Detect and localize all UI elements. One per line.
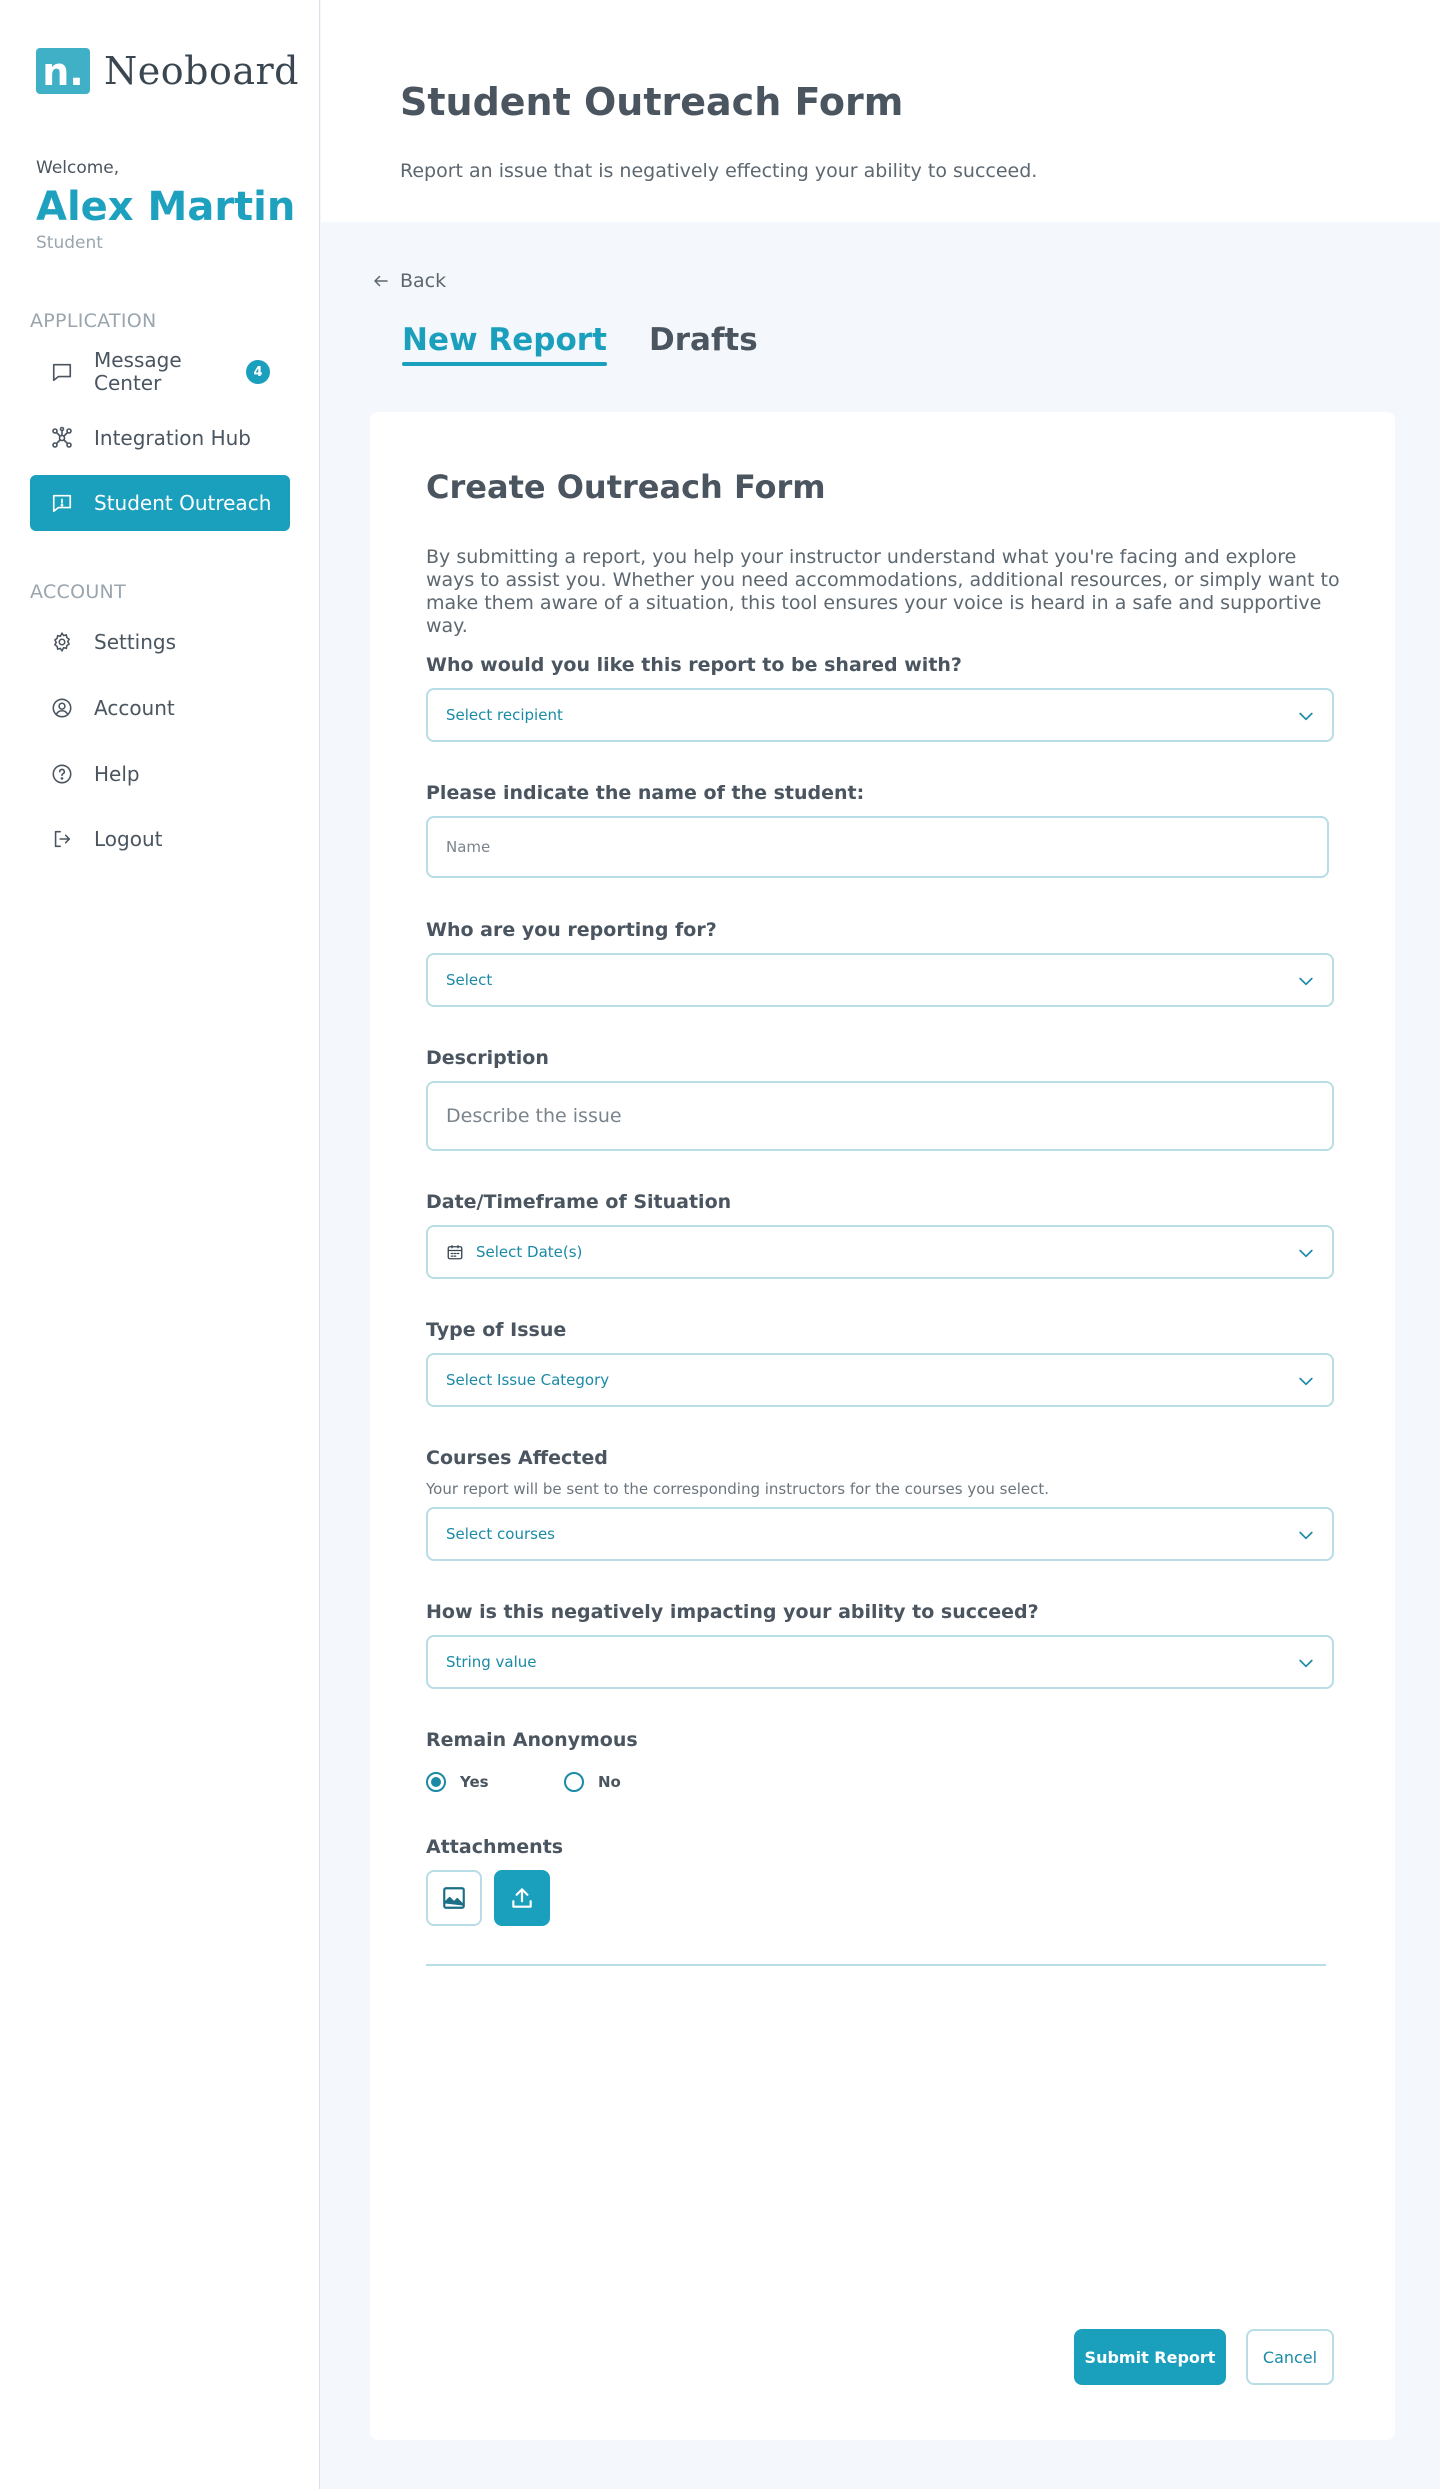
reporting-for-label: Who are you reporting for? bbox=[426, 919, 717, 941]
form-title: Create Outreach Form bbox=[426, 468, 826, 506]
recipient-select-value: Select recipient bbox=[446, 706, 563, 724]
student-name-input[interactable] bbox=[426, 816, 1329, 878]
sidebar-item-settings[interactable] bbox=[30, 614, 290, 670]
anonymous-yes-label: Yes bbox=[460, 1773, 489, 1791]
back-label: Back bbox=[400, 270, 447, 292]
page-title: Student Outreach Form bbox=[400, 80, 904, 124]
issue-type-select[interactable] bbox=[426, 1353, 1334, 1407]
hub-icon bbox=[50, 426, 74, 450]
anonymous-radio-group bbox=[426, 1772, 621, 1792]
description-placeholder: Describe the issue bbox=[446, 1105, 622, 1127]
arrow-left-icon bbox=[372, 272, 390, 290]
help-icon bbox=[50, 762, 74, 786]
radio-selected-icon bbox=[426, 1772, 446, 1792]
message-icon bbox=[50, 360, 74, 384]
sidebar-item-logout[interactable] bbox=[30, 811, 290, 867]
courses-select-value: Select courses bbox=[446, 1525, 555, 1543]
courses-hint: Your report will be sent to the corresponding instructors for the courses you select. bbox=[426, 1480, 1050, 1498]
anonymous-no-label: No bbox=[598, 1773, 621, 1791]
chevron-down-icon bbox=[1296, 1371, 1316, 1391]
sidebar-item-label: Student Outreach bbox=[94, 491, 272, 515]
chevron-down-icon bbox=[1296, 1525, 1316, 1545]
logout-icon bbox=[50, 827, 74, 851]
outreach-form-card bbox=[370, 412, 1395, 2440]
courses-select[interactable] bbox=[426, 1507, 1334, 1561]
user-role: Student bbox=[36, 233, 103, 253]
gear-icon bbox=[50, 630, 74, 654]
attach-image-button[interactable] bbox=[426, 1870, 482, 1926]
tab-new-report[interactable]: New Report bbox=[402, 322, 607, 358]
form-divider bbox=[426, 1964, 1326, 1966]
cancel-button[interactable]: Cancel bbox=[1246, 2329, 1334, 2385]
sidebar-item-message-center[interactable] bbox=[30, 344, 290, 400]
sidebar-item-label: Settings bbox=[94, 630, 177, 654]
chevron-down-icon bbox=[1296, 1653, 1316, 1673]
description-label: Description bbox=[426, 1047, 549, 1069]
sidebar-item-student-outreach[interactable] bbox=[30, 475, 290, 531]
sidebar-item-integration-hub[interactable] bbox=[30, 410, 290, 466]
sidebar-item-label: Message Center bbox=[94, 348, 182, 395]
app-logo[interactable] bbox=[36, 48, 299, 94]
sidebar-item-label: Account bbox=[94, 696, 175, 720]
impact-select-value: String value bbox=[446, 1653, 537, 1671]
chevron-down-icon bbox=[1296, 971, 1316, 991]
upload-icon bbox=[509, 1885, 535, 1911]
impact-select[interactable] bbox=[426, 1635, 1334, 1689]
attachments-label: Attachments bbox=[426, 1836, 564, 1858]
sidebar bbox=[0, 0, 320, 2489]
impact-label: How is this negatively impacting your ability to succeed? bbox=[426, 1601, 1039, 1623]
student-name-label: Please indicate the name of the student: bbox=[426, 782, 865, 804]
anonymous-yes-radio[interactable] bbox=[426, 1772, 564, 1792]
date-picker-value: Select Date(s) bbox=[476, 1243, 583, 1261]
app-name: Neoboard bbox=[104, 49, 299, 93]
page-subtitle: Report an issue that is negatively effecting your ability to succeed. bbox=[400, 160, 1038, 182]
submit-report-button[interactable]: Submit Report bbox=[1074, 2329, 1226, 2385]
date-picker[interactable] bbox=[426, 1225, 1334, 1279]
unread-count-badge: 4 bbox=[246, 360, 270, 384]
issue-type-label: Type of Issue bbox=[426, 1319, 567, 1341]
chevron-down-icon bbox=[1296, 1243, 1316, 1263]
tab-drafts[interactable]: Drafts bbox=[649, 322, 758, 358]
section-label-application: APPLICATION bbox=[30, 310, 157, 332]
anonymous-no-radio[interactable] bbox=[564, 1772, 621, 1792]
upload-file-button[interactable] bbox=[494, 1870, 550, 1926]
sidebar-item-label: Integration Hub bbox=[94, 426, 251, 450]
outreach-icon bbox=[50, 491, 74, 515]
section-label-account: ACCOUNT bbox=[30, 581, 126, 603]
image-icon bbox=[441, 1885, 467, 1911]
page-header bbox=[321, 0, 1440, 222]
description-textarea[interactable] bbox=[426, 1081, 1334, 1151]
logo-mark-icon: n. bbox=[36, 48, 90, 94]
recipient-select[interactable] bbox=[426, 688, 1334, 742]
anonymous-label: Remain Anonymous bbox=[426, 1729, 638, 1751]
date-label: Date/Timeframe of Situation bbox=[426, 1191, 732, 1213]
radio-unselected-icon bbox=[564, 1772, 584, 1792]
form-description: By submitting a report, you help your instructor understand what you're facing and explore ways to assist you. Whether you need accommodations, additional resources, or simply want to make them aware of a situation, this tool ensures your voice is heard in a safe and supportive way. bbox=[426, 546, 1340, 637]
calendar-icon bbox=[446, 1243, 464, 1261]
courses-label: Courses Affected bbox=[426, 1447, 608, 1469]
sidebar-item-label: Logout bbox=[94, 827, 163, 851]
sidebar-item-label: Help bbox=[94, 762, 140, 786]
user-name: Alex Martin bbox=[36, 184, 296, 230]
welcome-text: Welcome, bbox=[36, 158, 120, 178]
chevron-down-icon bbox=[1296, 706, 1316, 726]
issue-type-select-value: Select Issue Category bbox=[446, 1371, 610, 1389]
back-link[interactable] bbox=[372, 270, 446, 292]
user-circle-icon bbox=[50, 696, 74, 720]
reporting-for-select-value: Select bbox=[446, 971, 493, 989]
student-name-placeholder: Name bbox=[446, 838, 491, 856]
recipient-label: Who would you like this report to be shared with? bbox=[426, 654, 962, 676]
sidebar-item-account[interactable] bbox=[30, 680, 290, 736]
reporting-for-select[interactable] bbox=[426, 953, 1334, 1007]
sidebar-item-help[interactable] bbox=[30, 746, 290, 802]
